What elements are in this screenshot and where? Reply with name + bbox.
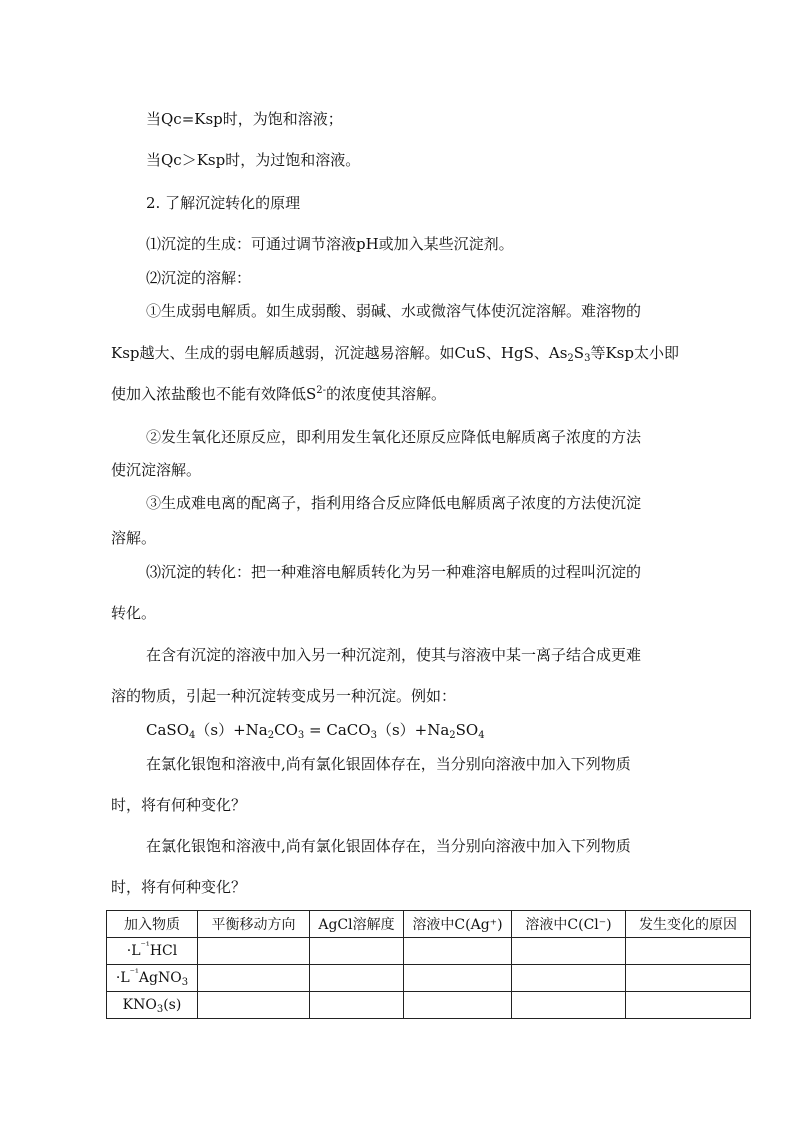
subscript: 2 [267,730,275,741]
text-line: ①生成弱电解质。如生成弱酸、弱碱、水或微溶气体使沉淀溶解。难溶物的 [146,302,642,320]
table-cell[interactable] [404,992,512,1019]
table-cell[interactable] [404,965,512,992]
text-span: (s) [163,997,182,1013]
table-cell [107,992,198,1019]
text-span: 使加入浓盐酸也不能有效降低S [111,385,317,403]
text-span: ·L [115,970,130,986]
table-cell[interactable] [310,965,404,992]
text-line: 在含有沉淀的溶液中加入另一种沉淀剂，使其与溶液中某一离子结合成更难 [146,646,642,664]
table-cell[interactable] [198,938,310,965]
subscript: 3 [297,730,305,741]
text-span: KNO [122,997,157,1013]
section-heading: 2. 了解沉淀转化的原理 [146,194,301,212]
table-row [107,965,751,992]
text-line: 时，将有何种变化？ [111,878,247,896]
table-header-row [107,911,751,938]
subscript: 4 [189,730,196,741]
subscript: 4 [478,730,485,741]
text-span: 等Ksp太小即 [590,344,679,362]
table-cell[interactable] [626,992,751,1019]
text-span: ·L [126,943,141,959]
superscript: ⁻¹ [129,968,139,979]
table-cell[interactable] [310,938,404,965]
data-table [106,910,751,1019]
table-cell[interactable] [626,938,751,965]
subscript: 2 [567,353,574,364]
text-line: 时，将有何种变化？ [111,796,247,814]
text-line: ⑵沉淀的溶解： [146,269,252,287]
text-line [111,343,679,363]
table-cell[interactable] [512,965,626,992]
text-line: ②发生氧化还原反应，即利用发生氧化还原反应降低电解质离子浓度的方法 [146,428,642,446]
text-span: （s）+Na [195,721,268,739]
text-line: 溶的物质，引起一种沉淀转变成另一种沉淀。例如： [111,687,457,705]
table-cell[interactable] [512,938,626,965]
text-span: CO [274,721,298,739]
text-line: 当Qc＞Ksp时，为过饱和溶液。 [146,151,361,169]
text-line: ⑴沉淀的生成：可通过调节溶液pH或加入某些沉淀剂。 [146,235,514,253]
table-header: 溶液中C(Cl⁻) [512,911,626,938]
text-line: 在氯化银饱和溶液中,尚有氯化银固体存在，当分别向溶液中加入下列物质 [146,755,631,773]
table-header: 加入物质 [107,911,198,938]
table-cell[interactable] [512,992,626,1019]
chemical-equation [146,720,485,740]
table-cell[interactable] [404,938,512,965]
subscript: 3 [584,353,591,364]
text-line: 溶解。 [111,529,157,547]
table-header: 溶液中C(Ag⁺) [404,911,512,938]
subscript: 3 [181,977,189,988]
table-cell[interactable] [198,965,310,992]
text-line: 转化。 [111,604,157,622]
text-span: AgNO [138,970,182,986]
table-row [107,992,751,1019]
text-span: Ksp越大、生成的弱电解质越弱，沉淀越易溶解。如CuS、HgS、As [111,344,568,362]
text-line: 使沉淀溶解。 [111,461,202,479]
table-cell[interactable] [626,965,751,992]
text-span: SO [455,721,479,739]
superscript: 2- [316,385,327,396]
text-span: HCl [149,943,178,959]
text-line: 在氯化银饱和溶液中,尚有氯化银固体存在，当分别向溶液中加入下列物质 [146,837,631,855]
table-header: 平衡移动方向 [198,911,310,938]
text-span: S [573,344,585,362]
table-header: AgCl溶解度 [310,911,404,938]
text-span: = CaCO [304,721,371,739]
text-line: ⑶沉淀的转化：把一种难溶电解质转化为另一种难溶电解质的过程叫沉淀的 [146,563,642,581]
text-line [111,384,446,404]
text-line: 当Qc=Ksp时，为饱和溶液； [146,110,343,128]
superscript: ⁻¹ [140,941,150,952]
table-header: 发生变化的原因 [626,911,751,938]
text-span: CaSO [146,721,189,739]
table-cell[interactable] [198,992,310,1019]
table-cell[interactable] [310,992,404,1019]
table-row [107,938,751,965]
table-cell [107,938,198,965]
subscript: 3 [370,730,377,741]
text-line: ③生成难电离的配离子，指利用络合反应降低电解质离子浓度的方法使沉淀 [146,494,642,512]
subscript: 3 [156,1004,164,1015]
text-span: 的浓度使其溶解。 [326,385,447,403]
text-span: （s）+Na [376,721,450,739]
table-cell [107,965,198,992]
subscript: 2 [449,730,456,741]
